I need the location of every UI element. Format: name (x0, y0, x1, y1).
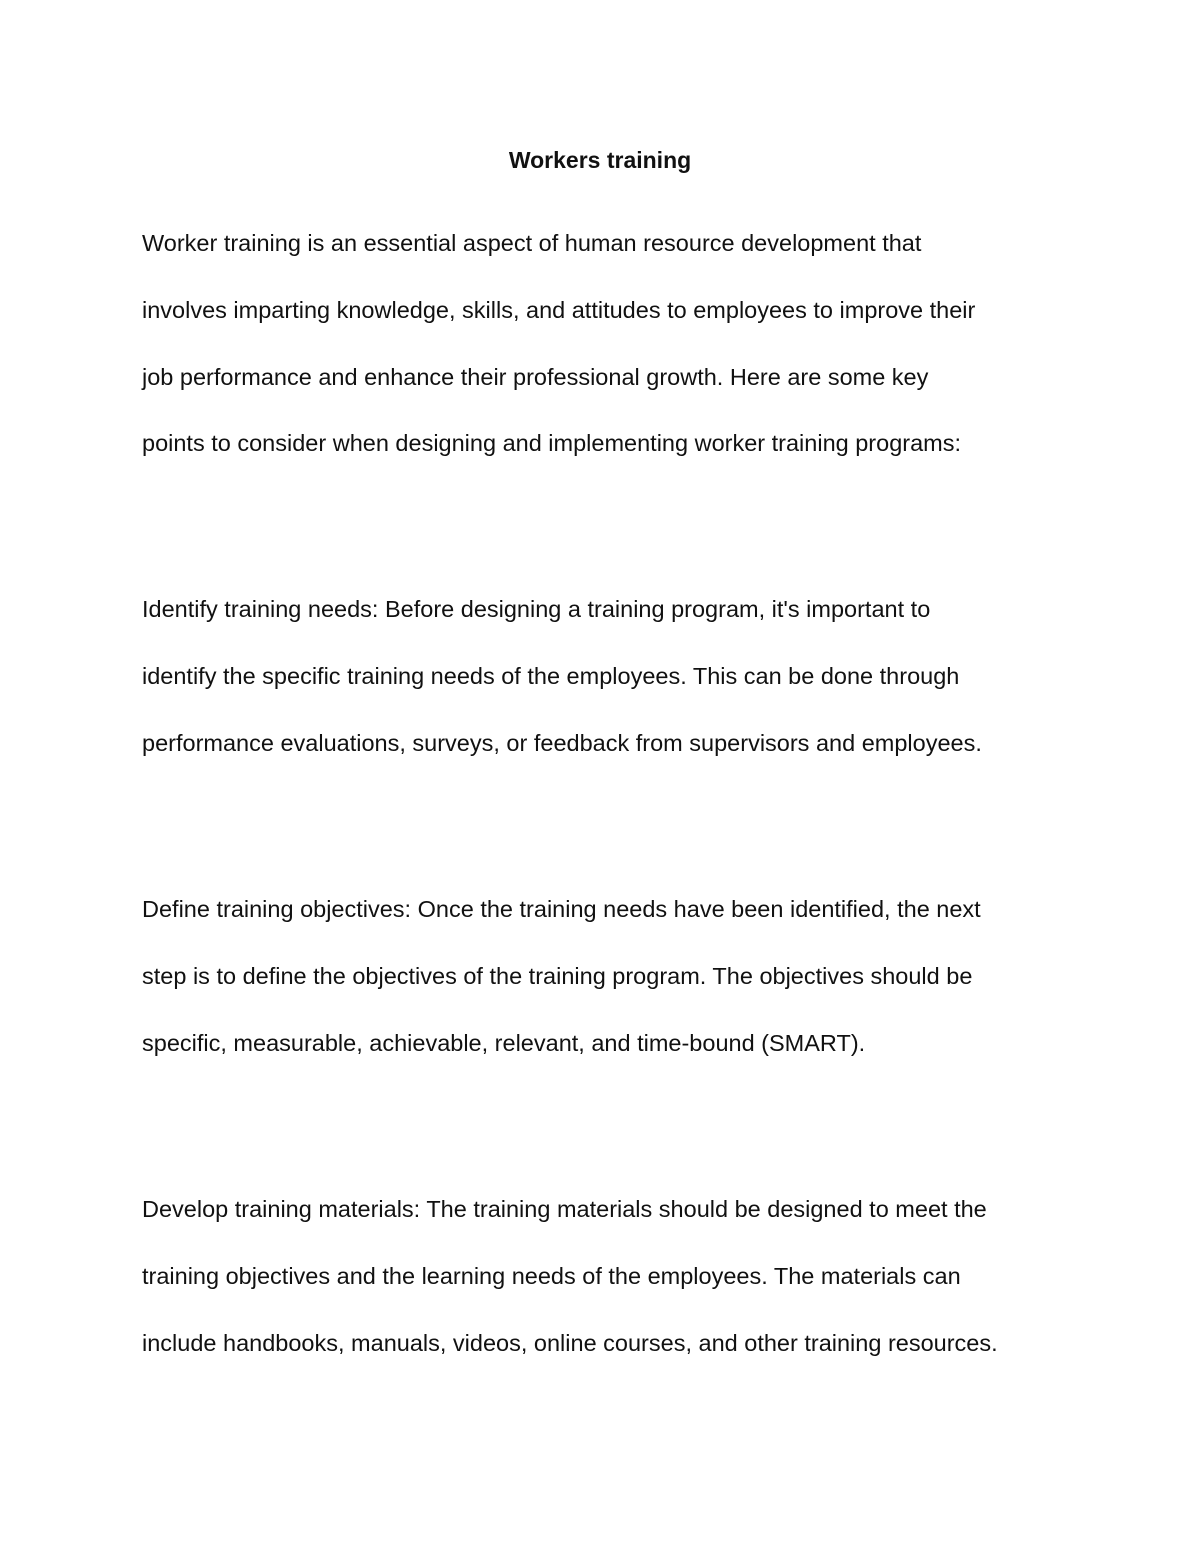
paragraph-develop-materials (142, 1193, 1062, 1393)
paragraph-line: points to consider when designing and implementing worker training programs: (142, 430, 962, 457)
paragraph-line: step is to define the objectives of the training program. The objectives should be (142, 962, 973, 989)
paragraph-line: involves imparting knowledge, skills, and attitudes to employees to improve their (142, 296, 976, 323)
paragraph-line: Develop training materials: The training materials should be designed to meet the (142, 1196, 987, 1222)
paragraph-line: identify the specific training needs of the employees. This can be done through (142, 662, 960, 689)
paragraph-line: Define training objectives: Once the training needs have been identified, the next (142, 896, 981, 922)
paragraph-line: training objectives and the learning needs of the employees. The materials can (142, 1262, 961, 1289)
paragraph-line: performance evaluations, surveys, or feedback from supervisors and employees. (142, 729, 982, 756)
paragraph-line: Worker training is an essential aspect of human resource development that (142, 230, 922, 256)
paragraph-identify-needs (142, 593, 1062, 793)
paragraph-line: specific, measurable, achievable, relevant, and time-bound (SMART). (142, 1029, 866, 1056)
paragraph-line: include handbooks, manuals, videos, online courses, and other training resources. (142, 1329, 998, 1356)
paragraph-define-objectives (142, 893, 1062, 1093)
paragraph-intro (142, 227, 1062, 494)
document-title: Workers training (508, 147, 692, 173)
paragraph-line: Identify training needs: Before designing a training program, it's important to (142, 596, 931, 622)
paragraph-line: job performance and enhance their professional growth. Here are some key (142, 363, 929, 390)
